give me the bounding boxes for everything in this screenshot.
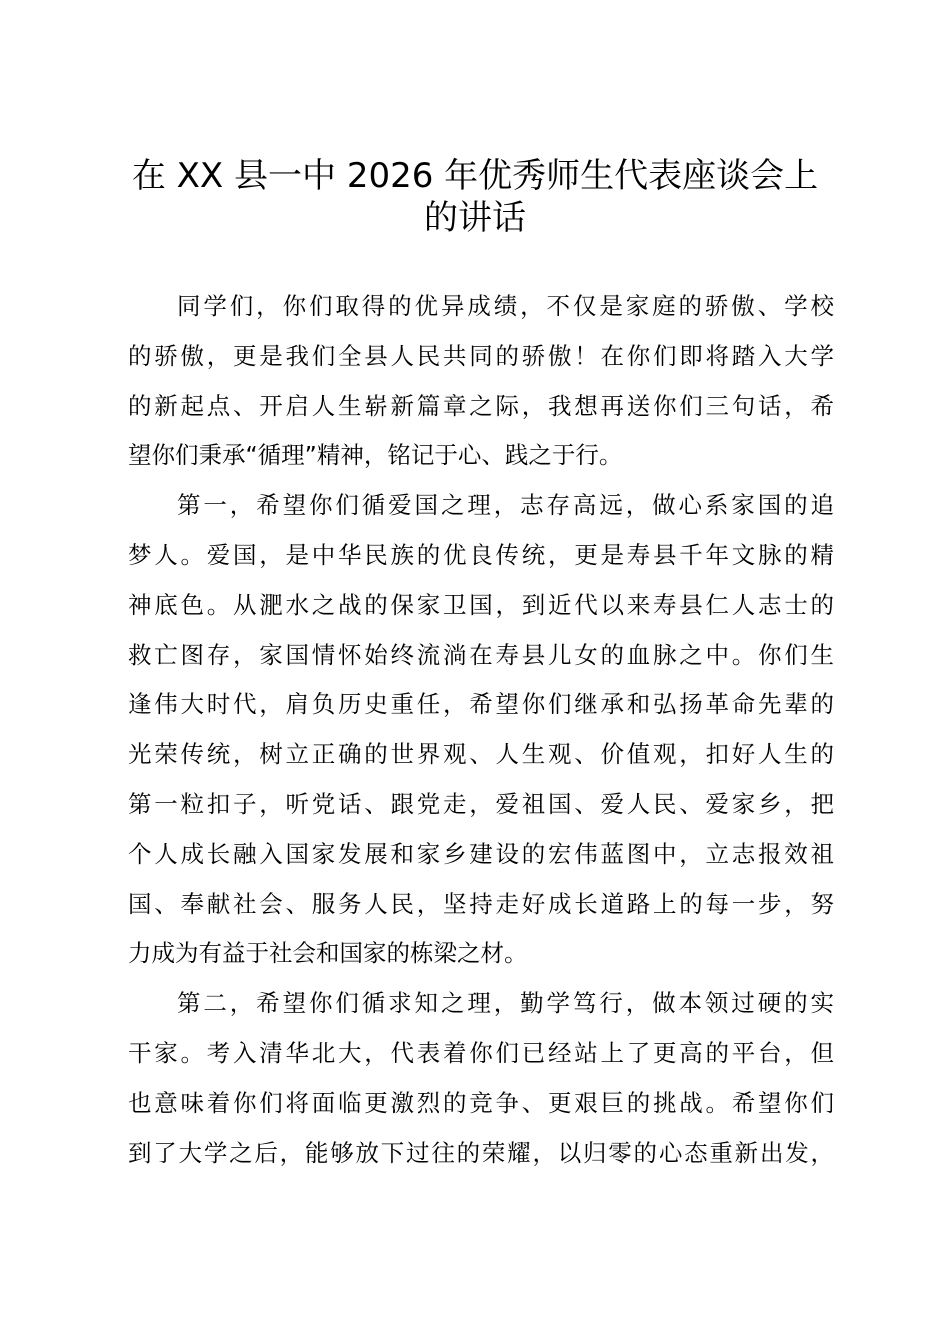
text-line: 救亡图存，家国情怀始终流淌在寿县儿女的血脉之中。你们生: [128, 640, 834, 669]
text-line: 第一粒扣子，听党话、跟党走，爱祖国、爱人民、爱家乡，把: [128, 789, 834, 818]
text-line: 第二，希望你们循求知之理，勤学笃行，做本领过硬的实: [177, 989, 834, 1018]
text-line: 同学们，你们取得的优异成绩，不仅是家庭的骄傲、学校: [177, 292, 834, 320]
text-line: 个人成长融入国家发展和家乡建设的宏伟蓝图中，立志报效祖: [128, 839, 834, 868]
text-line: 逢伟大时代，肩负历史重任，希望你们继承和弘扬革命先辈的: [128, 690, 834, 719]
document-title: [0, 155, 950, 239]
paragraph-first-point: [128, 481, 834, 979]
text-line: 的骄傲，更是我们全县人民共同的骄傲！在你们即将踏入大学: [128, 341, 834, 370]
text-line: 梦人。爱国，是中华民族的优良传统，更是寿县千年文脉的精: [128, 540, 834, 569]
text-line: 第一，希望你们循爱国之理，志存高远，做心系家国的追: [177, 491, 834, 520]
paragraph-greeting: [128, 282, 834, 481]
title-line: 的讲话: [424, 198, 526, 238]
text-line: 神底色。从淝水之战的保家卫国，到近代以来寿县仁人志士的: [128, 590, 834, 619]
text-line: 也意味着你们将面临更激烈的竞争、更艰巨的挑战。希望你们: [128, 1088, 834, 1117]
text-line: 光荣传统，树立正确的世界观、人生观、价值观，扣好人生的: [128, 740, 834, 769]
text-line: 国、奉献社会、服务人民，坚持走好成长道路上的每一步，努: [128, 889, 834, 918]
title-line: 在 XX 县一中 2026 年优秀师生代表座谈会上: [131, 156, 819, 196]
text-line: 到了大学之后，能够放下过往的荣耀，以归零的心态重新出发，: [128, 1138, 834, 1167]
text-line: 干家。考入清华北大，代表着你们已经站上了更高的平台，但: [128, 1038, 834, 1067]
text-line: 力成为有益于社会和国家的栋梁之材。: [128, 939, 528, 968]
text-line: 的新起点、开启人生崭新篇章之际，我想再送你们三句话，希: [128, 391, 834, 420]
paragraph-second-point: [128, 979, 834, 1178]
document-body: [128, 282, 834, 1178]
text-line: 望你们秉承“循理”精神，铭记于心、践之于行。: [128, 441, 623, 470]
